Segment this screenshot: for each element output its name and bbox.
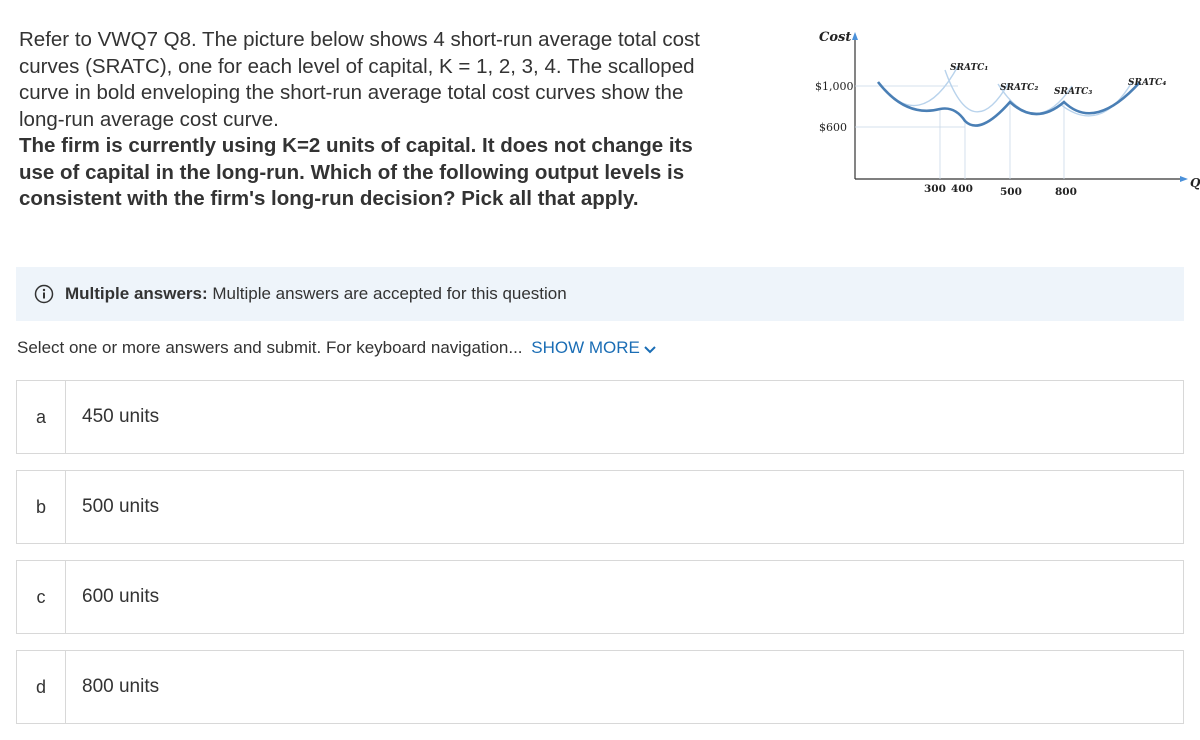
option-letter: b [17,471,66,543]
cost-label-1000: $1,000 [815,80,854,93]
answer-option-b[interactable] [16,470,1184,544]
question-text [19,27,709,213]
x-axis-arrow [1180,176,1188,182]
cost-curves-diagram [810,24,1200,204]
instructions [17,338,656,359]
q-label-300: 300 [924,183,946,195]
sratc2-label: SRATC₂ [1000,83,1039,93]
answer-option-d[interactable] [16,650,1184,724]
cost-curves-figure [810,24,1200,204]
answer-option-a[interactable] [16,380,1184,454]
instructions-text: Select one or more answers and submit. For keyboard navigation... [17,338,523,357]
y-axis-label: Cost [819,30,852,45]
chevron-down-icon[interactable] [644,339,656,359]
option-letter: d [17,651,66,723]
info-icon [34,284,54,304]
q-label-800: 800 [1055,186,1077,198]
question-prompt: The firm is currently using K=2 units of capital. It does not change its use of capital in the long-run. Which of the following output levels is consistent with the firm's long-run decision? Pick all that apply. [19,134,693,210]
multiple-answers-banner [16,267,1184,321]
banner-label: Multiple answers: [65,284,208,303]
option-letter: a [17,381,66,453]
option-text: 500 units [82,496,160,517]
answer-options [16,380,1184,740]
question-intro: Refer to VWQ7 Q8. The picture below shows 4 short-run average total cost curves (SRATC), one for each level of capital, K = 1, 2, 3, 4. The scalloped curve in bold enveloping the short-run average total cost curves show the long-run average cost curve. [19,28,700,131]
q-label-500: 500 [1000,186,1022,198]
cost-label-600: $600 [819,121,847,134]
answer-option-c[interactable] [16,560,1184,634]
sratc2-curve [945,70,1008,112]
show-more-label[interactable]: SHOW MORE [531,338,640,357]
banner-text [65,284,567,304]
show-more-link[interactable] [531,338,656,357]
sratc4-label: SRATC₄ [1128,78,1167,88]
x-axis-label: Q [1190,176,1200,190]
option-text: 600 units [82,586,160,607]
sratc3-label: SRATC₃ [1054,87,1093,97]
sratc1-label: SRATC₁ [950,63,989,73]
option-text: 800 units [82,676,160,697]
q-label-400: 400 [951,183,973,195]
y-axis-arrow [852,32,858,40]
option-text: 450 units [82,406,160,427]
banner-description: Multiple answers are accepted for this question [207,284,567,303]
option-letter: c [17,561,66,633]
